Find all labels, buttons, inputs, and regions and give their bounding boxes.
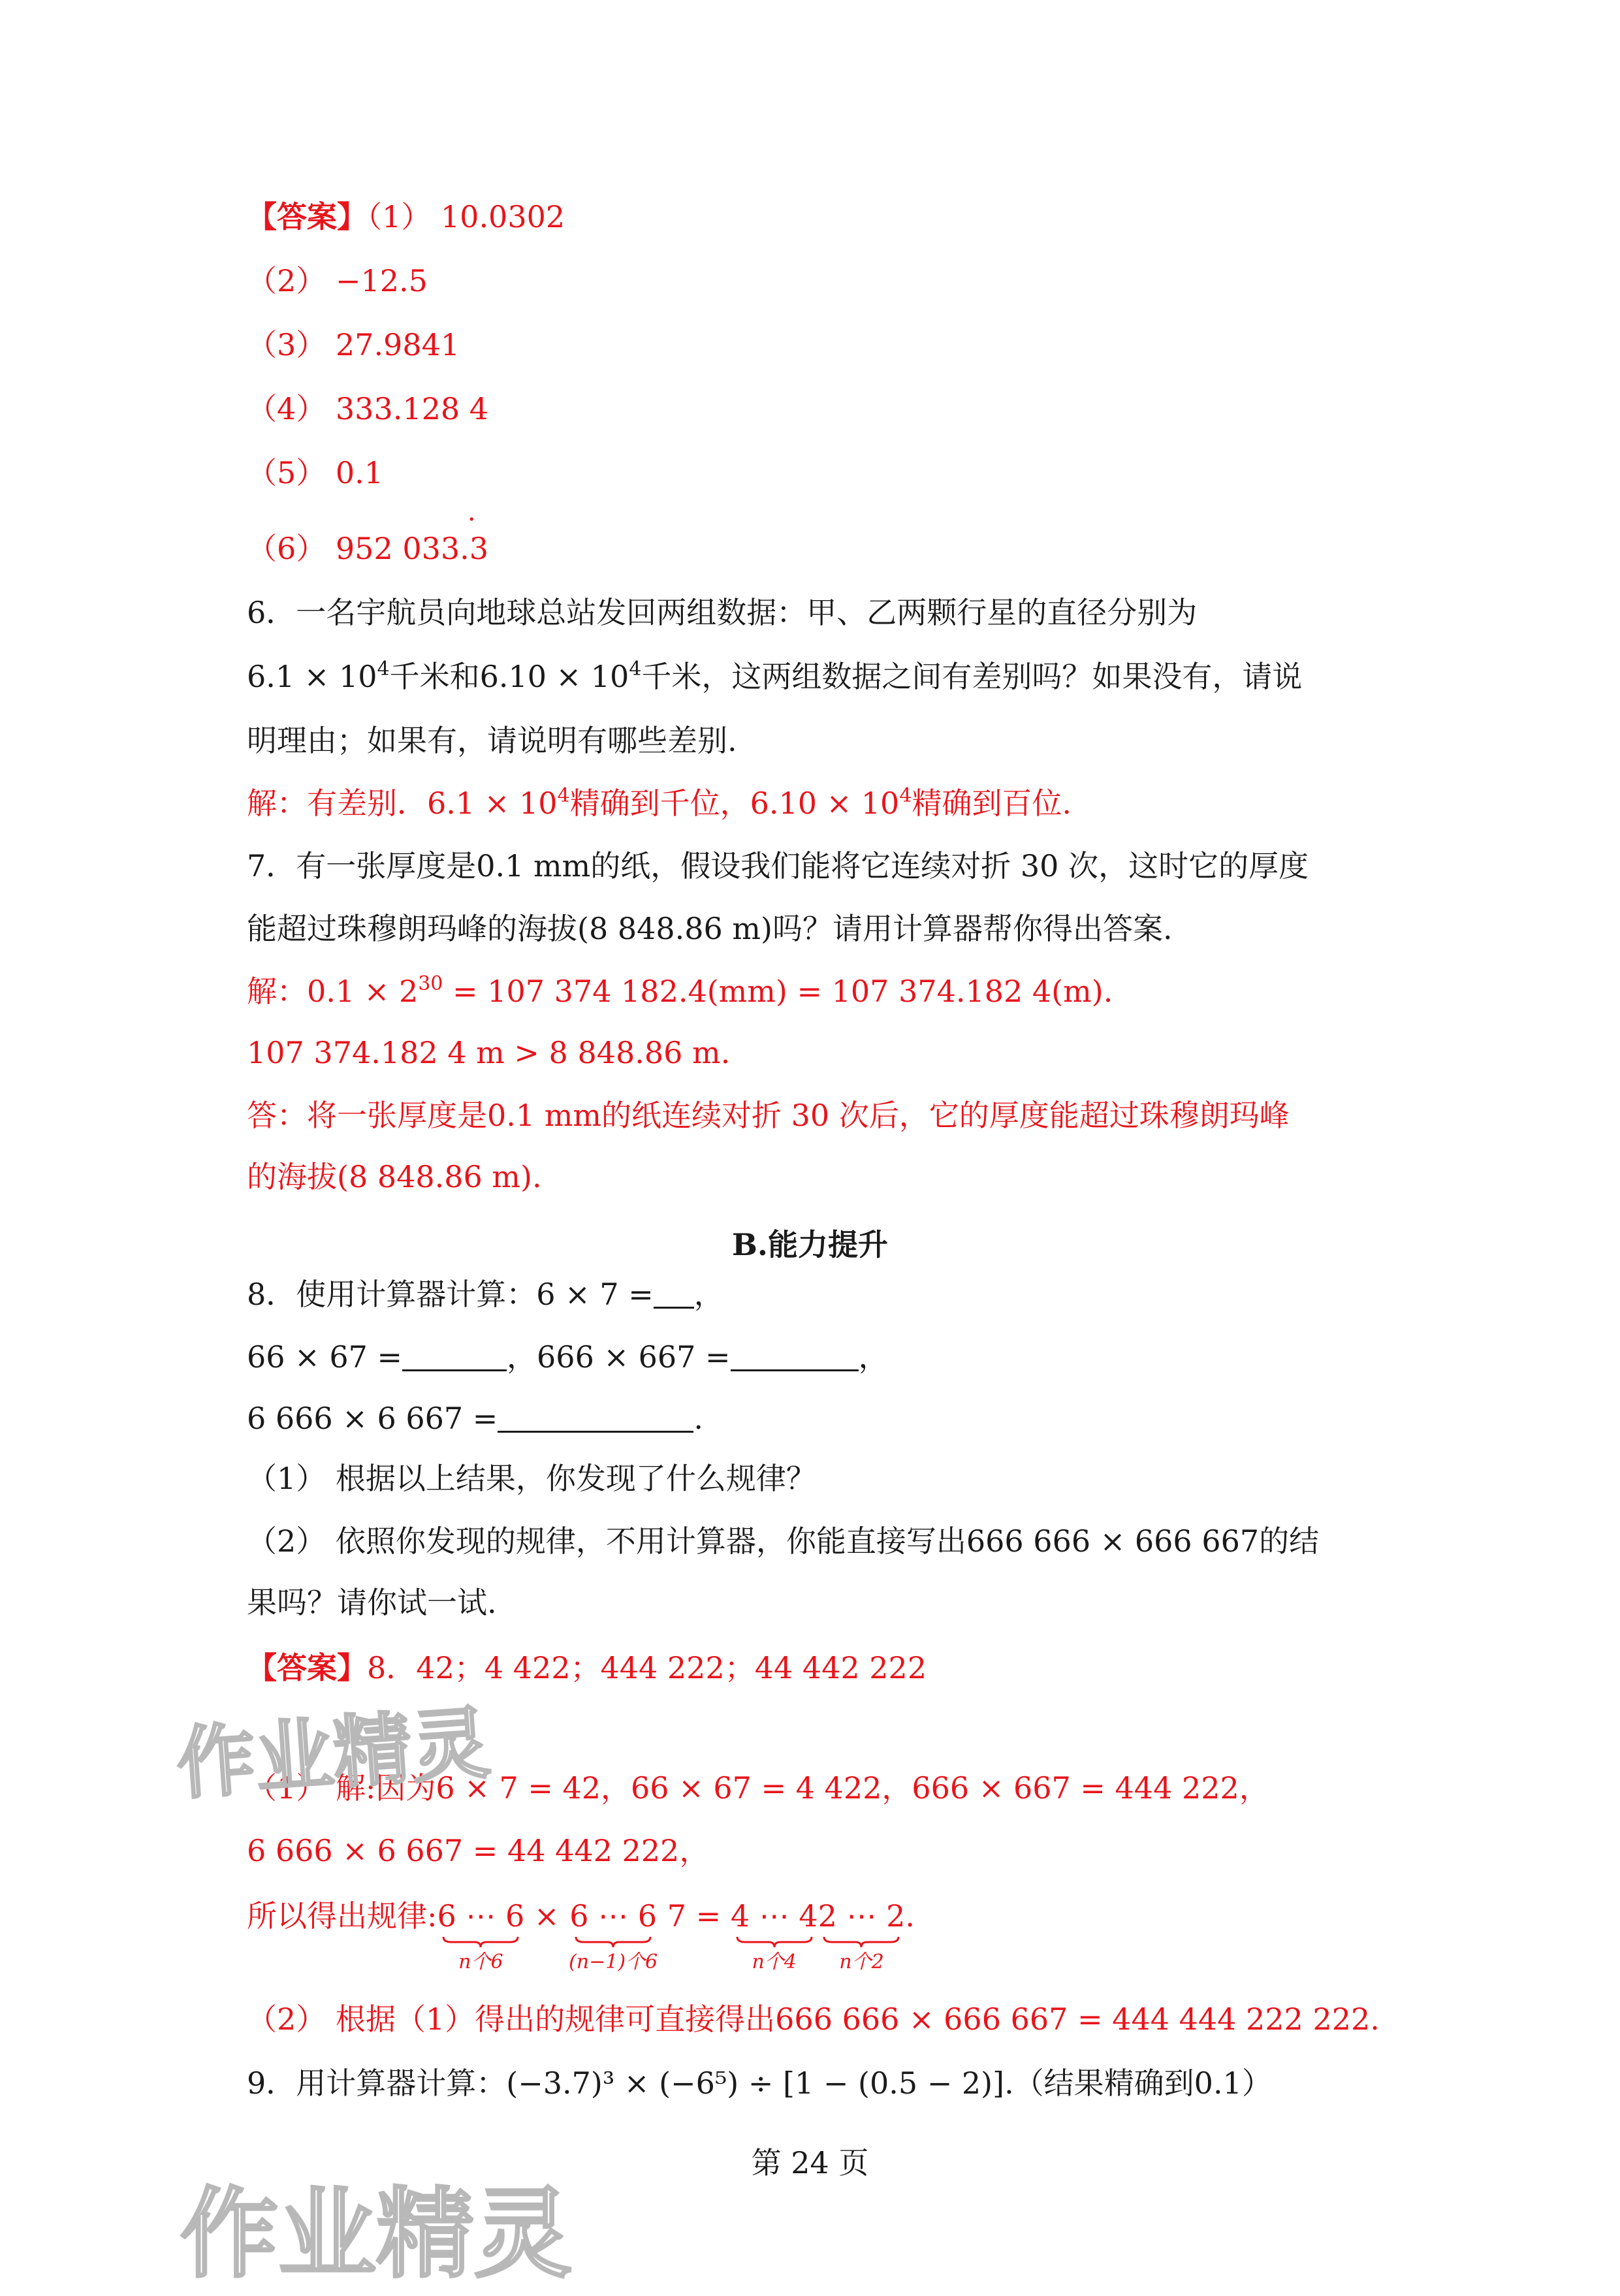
q7-answer1: 答：将一张厚度是0.1 mm的纸连续对折 30 次后，它的厚度能超过珠穆朗玛峰 (247, 1098, 1290, 1133)
q7-answer2: 的海拔(8 848.86 m). (247, 1159, 542, 1194)
q6-solution: 解：有差别．$6.1 \times 10^4$精确到千位，$6.10 \times 10^4$精确到百位. (247, 784, 1072, 821)
answer5-value-3: 27.9841 (335, 327, 460, 362)
section-heading: B.能力提升 (732, 1227, 888, 1262)
q9-line1: 9．用计算器计算：(−3.7)³ × (−6⁵) ÷ [1 − (0.5 − 2)].（结果精确到0.1） (247, 2065, 1272, 2101)
answer5-value-2: −12.5 (335, 263, 428, 298)
answer5-line6 (247, 529, 488, 568)
q8-sub2a: （2） 依照你发现的规律，不用计算器，你能直接写出666 666 × 666 667的结 (247, 1523, 1320, 1559)
answer5-line4 (247, 389, 488, 428)
answer5-value-6: 952 033.3 (335, 531, 489, 566)
repeating-decimal-dot: · (468, 505, 476, 535)
q8-line2: 66 × 67 = ，666 × 667 = ， (247, 1339, 889, 1375)
blank-3 (731, 1342, 859, 1371)
brace-group-1: 6 ⋯ 6 n个6 (437, 1898, 525, 1973)
q8-solution1: （1） 解:因为6 × 7 = 42，66 × 67 = 4 422，666 × 667 = 444 222， (247, 1770, 1269, 1806)
watermark-logo: 作业精灵 (174, 1698, 493, 1811)
q8-line3: 6 666 × 6 667 = . (247, 1401, 703, 1436)
answer5-num-3: （3） (247, 327, 326, 362)
answer-label: 【答案】 (247, 199, 367, 234)
brace-group-3: 4 ⋯ 4 n个4 (730, 1898, 818, 1973)
blank-1 (654, 1279, 694, 1309)
q8-solution3: （2） 根据（1）得出的规律可直接得出666 666 × 666 667 = 444 444 222 222. (247, 2001, 1380, 2037)
answer5-line1 (247, 197, 565, 236)
answer5-num-6: （6） (247, 531, 326, 566)
answer5-line3 (247, 325, 460, 364)
answer5-value-5: 0.1 (335, 455, 384, 490)
watermark-logo-bottom: 作业精灵 (180, 2178, 573, 2291)
blank-4 (498, 1403, 693, 1433)
answer-label: 【答案】 (247, 1650, 367, 1685)
q8-sub1: （1） 根据以上结果，你发现了什么规律？ (247, 1461, 816, 1496)
brace-group-4: 2 ⋯ 2 n个2 (818, 1898, 906, 1973)
brace-group-2: 6 ⋯ 6 (n−1)个6 (569, 1898, 658, 1973)
underbrace-icon (442, 1936, 519, 1949)
answer5-num-4: （4） (247, 391, 326, 426)
answer5-num-5: （5） (247, 455, 326, 490)
answer5-value-4: 333.128 4 (335, 391, 489, 426)
answer5-line5 (247, 453, 383, 492)
q8-sub2b: 果吗？请你试一试. (247, 1585, 497, 1620)
answer5-num-2: （2） (247, 263, 326, 298)
q8-answer: 【答案】8．42；4 422；444 222；44 442 222 (247, 1650, 927, 1685)
q6-line1: 6．一名宇航员向地球总站发回两组数据：甲、乙两颗行星的直径分别为 (247, 595, 1198, 630)
answer5-value-1: 10.0302 (440, 199, 565, 234)
underbrace-icon (736, 1936, 813, 1949)
blank-2 (402, 1342, 507, 1371)
q8-solution2: 6 666 × 6 667 = 44 442 222， (247, 1833, 710, 1868)
q6-line2: $6.1 \times 10^4$千米和$6.10 \times 10^4$千米，这两组数据之间有差别吗？如果没有，请说 (247, 658, 1303, 694)
answer5-line2 (247, 261, 428, 300)
underbrace-icon (575, 1936, 652, 1949)
q6-line3: 明理由；如果有，请说明有哪些差别. (247, 723, 737, 758)
answer5-num-1: （1） (367, 199, 432, 234)
q7-line2: 能超过珠穆朗玛峰的海拔(8 848.86 m)吗？请用计算器帮你得出答案. (247, 911, 1173, 946)
page-number: 第 24 页 (751, 2145, 869, 2180)
q8-line1: 8．使用计算器计算：6 × 7 = ， (247, 1277, 724, 1312)
q7-solution2: 107 374.182 4 m > 8 848.86 m. (247, 1035, 731, 1070)
q7-solution1: 解：$0.1 \times 2^{30} = 107$ 374 182.4(mm) = 107 374.182 4(m). (247, 972, 1113, 1009)
q7-line1: 7．有一张厚度是0.1 mm的纸，假设我们能将它连续对折 30 次，这时它的厚度 (247, 848, 1309, 884)
q8-rule: 所以得出规律: 6 ⋯ 6 n个6 × 6 ⋯ 6 (n−1)个6 7 = 4 ⋯ 4 n个4 2 ⋯ 2 n个2 . (247, 1896, 915, 1973)
underbrace-icon (823, 1936, 900, 1949)
